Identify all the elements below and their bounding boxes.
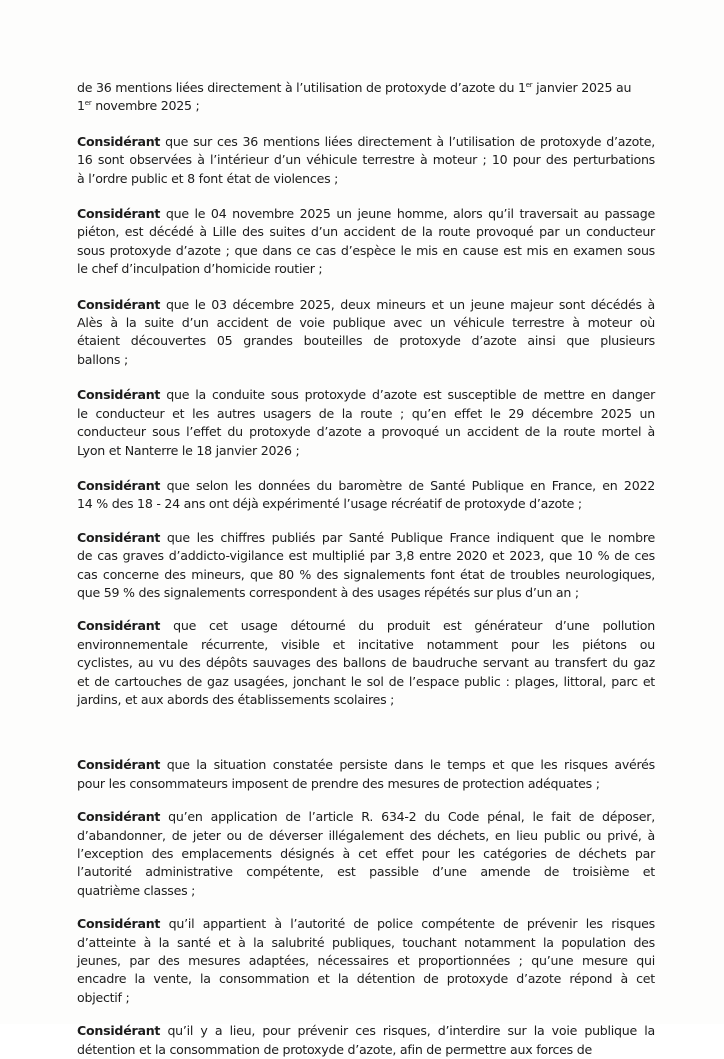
line-text: à l’ordre public et 8 font état de violences ; xyxy=(77,170,339,186)
line-text: conducteur sous l’effet du protoxyde d’azote a provoqué un accident de la route mortel à xyxy=(77,424,655,440)
line-text: cas concerne des mineurs, que 80 % des signalements font état de troubles neurologiques, xyxy=(77,566,655,582)
text-line xyxy=(77,260,655,278)
line-text: qu’en application de l’article R. 634-2 du Code pénal, le fait de déposer, xyxy=(160,809,655,825)
text-line xyxy=(77,584,655,602)
text-line xyxy=(77,1041,655,1059)
text-line xyxy=(77,756,655,774)
text-line xyxy=(77,351,655,369)
text-line xyxy=(77,223,655,241)
text-line xyxy=(77,863,655,881)
text-line xyxy=(77,566,655,584)
considerant-keyword: Considérant xyxy=(77,133,161,149)
considerant-keyword: Considérant xyxy=(77,916,161,932)
line-text: que les chiffres publiés par Santé Publique France indiquent que le nombre xyxy=(160,529,655,545)
line-text: encadre la vente, la consommation et la détention de protoxyde d’azote répond à cet xyxy=(77,971,655,987)
document-body xyxy=(77,79,655,1059)
text-line xyxy=(77,242,655,260)
text-line xyxy=(77,808,655,826)
considerant-paragraph xyxy=(77,915,655,1007)
text-line xyxy=(77,934,655,952)
line-text: que la conduite sous protoxyde d’azote est susceptible de mettre en danger xyxy=(160,387,655,403)
line-text: détention et la consommation de protoxyde d’azote, afin de permettre aux forces de xyxy=(77,1041,592,1057)
text-line xyxy=(77,205,655,223)
text-line xyxy=(77,882,655,900)
text-line xyxy=(77,989,655,1007)
text-line xyxy=(77,1022,655,1040)
line-text: l’autorité administrative compétente, est passible d’une amende de troisième et xyxy=(77,864,655,880)
text-line xyxy=(77,915,655,933)
considerant-keyword: Considérant xyxy=(77,296,161,312)
text-line xyxy=(77,673,655,691)
line-text: jeunes, par des mesures adaptées, nécessaires et proportionnées ; qu’une mesure qui xyxy=(77,953,655,969)
text-line xyxy=(77,423,655,441)
line-text: jardins, et aux abords des établissements scolaires ; xyxy=(77,691,395,707)
considerant-keyword: Considérant xyxy=(77,757,161,773)
considerant-keyword: Considérant xyxy=(77,529,161,545)
line-text: qu’il y a lieu, pour prévenir ces risques, d’interdire sur la voie publique la xyxy=(160,1023,655,1039)
considerant-paragraph xyxy=(77,756,655,793)
line-text: que la situation constatée persiste dans le temps et que les risques avérés xyxy=(160,757,655,773)
line-text: qu’il appartient à l’autorité de police compétente de prévenir les risques xyxy=(160,916,655,932)
line-text: le conducteur et les autres usagers de la route ; qu’en effet le 29 décembre 2025 un xyxy=(77,405,655,421)
text-line xyxy=(77,495,655,513)
considerant-paragraph xyxy=(77,617,655,709)
text-line xyxy=(77,133,655,151)
text-line xyxy=(77,775,655,793)
line-text: d’abandonner, de jeter ou de déverser illégalement des déchets, en lieu public ou privé, à xyxy=(77,827,655,843)
text-line xyxy=(77,547,655,565)
considerant-keyword: Considérant xyxy=(77,809,161,825)
text-line: 1er novembre 2025 ; xyxy=(77,98,200,114)
line-text: et de cartouches de gaz usagées, jonchant le sol de l’espace public : plages, littoral, parc et xyxy=(77,673,655,689)
line-text: que cet usage détourné du produit est générateur d’une pollution xyxy=(160,618,655,634)
line-text: environnementale récurrente, visible et incitative notamment pour les piétons ou xyxy=(77,636,655,652)
text-line xyxy=(77,405,655,423)
text-line xyxy=(77,314,655,332)
line-text: objectif ; xyxy=(77,989,130,1005)
text-line xyxy=(77,827,655,845)
considerant-keyword: Considérant xyxy=(77,206,161,222)
line-text: que selon les données du baromètre de Santé Publique en France, en 2022 xyxy=(160,477,655,493)
considerant-paragraph xyxy=(77,205,655,279)
considerant-keyword: Considérant xyxy=(77,387,161,403)
considerant-keyword: Considérant xyxy=(77,1023,161,1039)
intro-paragraph xyxy=(77,79,655,116)
considerant-paragraph xyxy=(77,529,655,603)
line-text: étaient découvertes 05 grandes bouteilles de protoxyde d’azote ainsi que plusieurs xyxy=(77,333,655,349)
line-text: le chef d’inculpation d’homicide routier ; xyxy=(77,261,323,277)
text-line: de 36 mentions liées directement à l’utilisation de protoxyde d’azote du 1er janvier 2025 au xyxy=(77,80,632,95)
text-line xyxy=(77,332,655,350)
text-line xyxy=(77,442,655,460)
line-text: 14 % des 18 - 24 ans ont déjà expérimenté l’usage récréatif de protoxyde d’azote ; xyxy=(77,496,582,512)
text-line xyxy=(77,636,655,654)
considerant-paragraph xyxy=(77,808,655,900)
text-line xyxy=(77,617,655,635)
considerant-paragraph xyxy=(77,477,655,514)
line-text: Lyon et Nanterre le 18 janvier 2026 ; xyxy=(77,442,300,458)
line-text: ballons ; xyxy=(77,351,128,367)
text-line xyxy=(77,170,655,188)
line-text: 16 sont observées à l’intérieur d’un véhicule terrestre à moteur ; 10 pour des perturbations xyxy=(77,152,655,168)
line-text: pour les consommateurs imposent de prendre des mesures de protection adéquates ; xyxy=(77,775,600,791)
text-line xyxy=(77,970,655,988)
text-line xyxy=(77,845,655,863)
text-line xyxy=(77,296,655,314)
line-text: de cas graves d’addicto-vigilance est multiplié par 3,8 entre 2020 et 2023, que 10 % de ces xyxy=(77,548,655,564)
line-text: sous protoxyde d’azote ; que dans ce cas d’espèce le mis en cause est mis en examen sous xyxy=(77,242,655,258)
line-text: que le 03 décembre 2025, deux mineurs et un jeune majeur sont décédés à xyxy=(160,296,655,312)
considerant-paragraph xyxy=(77,133,655,188)
line-text: cyclistes, au vu des dépôts sauvages des ballons de baudruche servant au transfert du gaz xyxy=(77,655,655,671)
text-line xyxy=(77,151,655,169)
considerant-paragraph xyxy=(77,386,655,460)
line-text: que 59 % des signalements correspondent à des usages répétés sur plus d’un an ; xyxy=(77,584,579,600)
text-line xyxy=(77,386,655,404)
line-text: d’atteinte à la santé et à la salubrité publiques, touchant notamment la population des xyxy=(77,934,655,950)
text-line xyxy=(77,691,655,709)
considerant-paragraph xyxy=(77,1022,655,1059)
line-text: Alès à la suite d’un accident de voie publique avec un véhicule terrestre à moteur où xyxy=(77,315,655,331)
line-text: que le 04 novembre 2025 un jeune homme, alors qu’il traversait au passage xyxy=(160,206,655,222)
text-line xyxy=(77,477,655,495)
text-line xyxy=(77,529,655,547)
line-text: que sur ces 36 mentions liées directement à l’utilisation de protoxyde d’azote, xyxy=(160,133,655,149)
considerant-keyword: Considérant xyxy=(77,618,161,634)
line-text: piéton, est décédé à Lille des suites d’un accident de la route provoqué par un conducteur xyxy=(77,224,655,240)
line-text: quatrième classes ; xyxy=(77,882,196,898)
considerant-keyword: Considérant xyxy=(77,477,161,493)
text-line xyxy=(77,952,655,970)
line-text: l’exception des emplacements désignés à cet effet pour les catégories de déchets par xyxy=(77,846,655,861)
considerant-paragraph xyxy=(77,296,655,370)
text-line xyxy=(77,654,655,672)
considerant-list xyxy=(77,133,655,1059)
